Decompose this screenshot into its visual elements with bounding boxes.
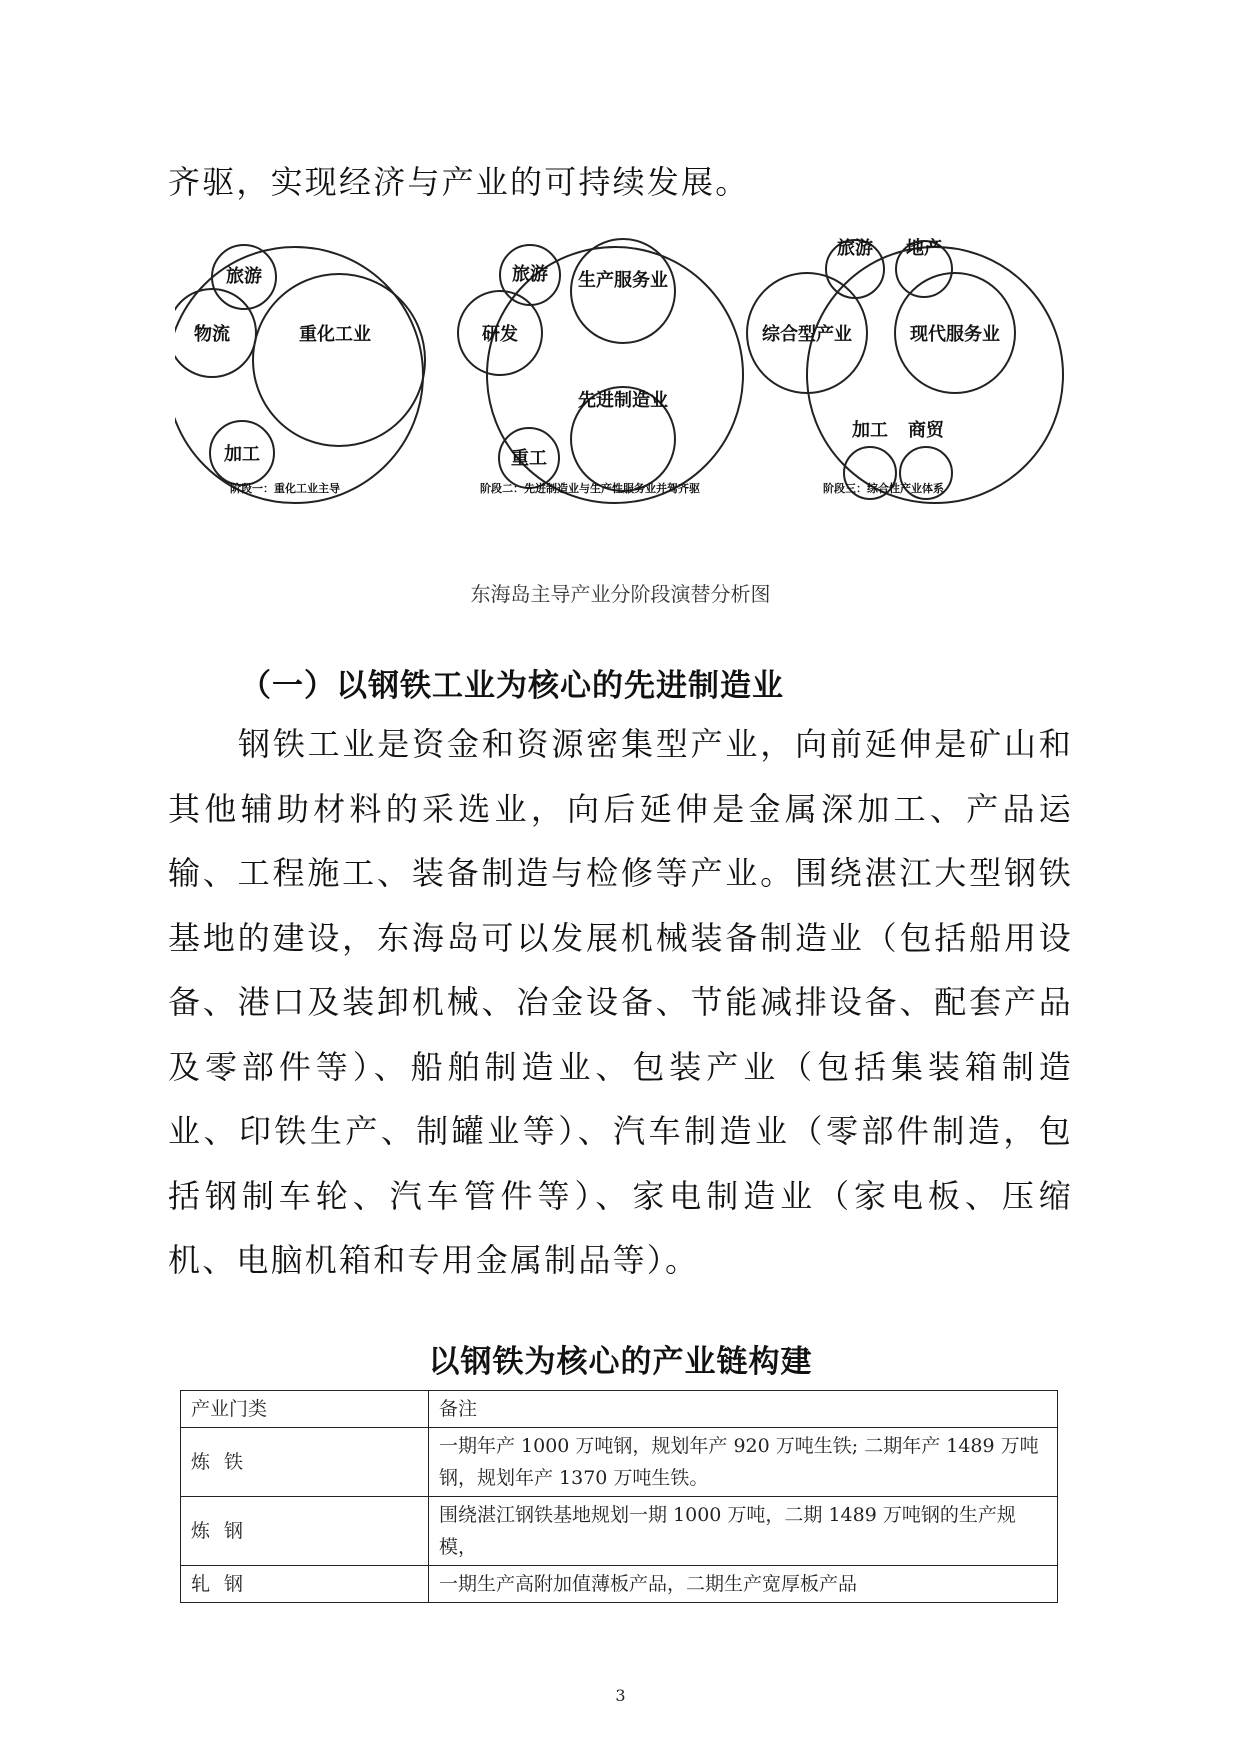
stage2-label-tourism: 旅游 [512, 264, 548, 285]
stage2-label-advanced-manufacturing: 先进制造业 [578, 390, 668, 411]
lead-line: 齐驱，实现经济与产业的可持续发展。 [168, 163, 750, 201]
stage3-label-tourism: 旅游 [837, 238, 873, 259]
stage2-label-producer-services: 生产服务业 [578, 270, 668, 291]
stage2-circle-producer-services [571, 239, 675, 343]
stage3-caption: 阶段三：综合性产业体系 [823, 482, 944, 495]
stage1-caption: 阶段一：重化工业主导 [230, 482, 340, 495]
table-title: 以钢铁为核心的产业链构建 [428, 1344, 813, 1380]
body-paragraph: 钢铁工业是资金和资源密集型产业，向前延伸是矿山和其他辅助材料的采选业，向后延伸是金属深加工、产品运输、工程施工、装备制造与检修等产业。围绕湛江大型钢铁基地的建设，东海岛可以发展机械装备制造业（包括船用设备、港口及装卸机械、冶金设备、节能减排设备、配套产品及零部件等）、船舶制造业、包装产业（包括集装箱制造业、印铁生产、制罐业等）、汽车制造业（零部件制造，包括钢制车轮、汽车管件等）、家电制造业（家电板、压缩机、电脑机箱和专用金属制品等）。 [168, 725, 1073, 1279]
row-category: 轧钢 [181, 1566, 429, 1603]
page-number: 3 [615, 1686, 626, 1705]
table-row [181, 1428, 1058, 1497]
row-category: 炼钢 [181, 1497, 429, 1566]
table-row [181, 1566, 1058, 1603]
row-note: 围绕湛江钢铁基地规划一期 1000 万吨，二期 1489 万吨钢的生产规模， [429, 1497, 1058, 1566]
row-category: 炼铁 [181, 1428, 429, 1497]
stage2-caption: 阶段二：先进制造业与生产性服务业并驾齐驱 [480, 482, 700, 495]
stage1-circle-heavy-industry [253, 274, 425, 446]
row-note: 一期年产 1000 万吨钢，规划年产 920 万吨生铁; 二期年产 1489 万吨钢，规划年产 1370 万吨生铁。 [429, 1428, 1058, 1497]
stage1-label-logistics: 物流 [194, 324, 230, 345]
stage3-label-modern-services: 现代服务业 [910, 324, 1000, 345]
stage3-label-realestate: 地产 [906, 238, 942, 259]
header-note: 备注 [429, 1391, 1058, 1428]
stage3-label-trade: 商贸 [908, 420, 944, 441]
row-note: 一期生产高附加值薄板产品，二期生产宽厚板产品 [429, 1566, 1058, 1603]
stage2-label-heavy: 重工 [511, 448, 547, 469]
stage1-label-processing: 加工 [224, 444, 260, 465]
industry-chain-table [180, 1390, 1058, 1603]
section-heading: （一）以钢铁工业为核心的先进制造业 [240, 668, 784, 704]
stage3-label-integrated: 综合型产业 [762, 324, 852, 345]
stage2-label-rnd: 研发 [482, 324, 518, 345]
stage1-label-heavy-industry: 重化工业 [299, 324, 371, 345]
header-category: 产业门类 [181, 1391, 429, 1428]
table-row [181, 1497, 1058, 1566]
stage3-label-processing: 加工 [852, 420, 888, 441]
table-header-row [181, 1391, 1058, 1428]
stage1-label-tourism: 旅游 [226, 266, 262, 287]
figure-caption: 东海岛主导产业分阶段演替分析图 [470, 582, 771, 606]
stage-evolution-figure [175, 220, 1080, 560]
